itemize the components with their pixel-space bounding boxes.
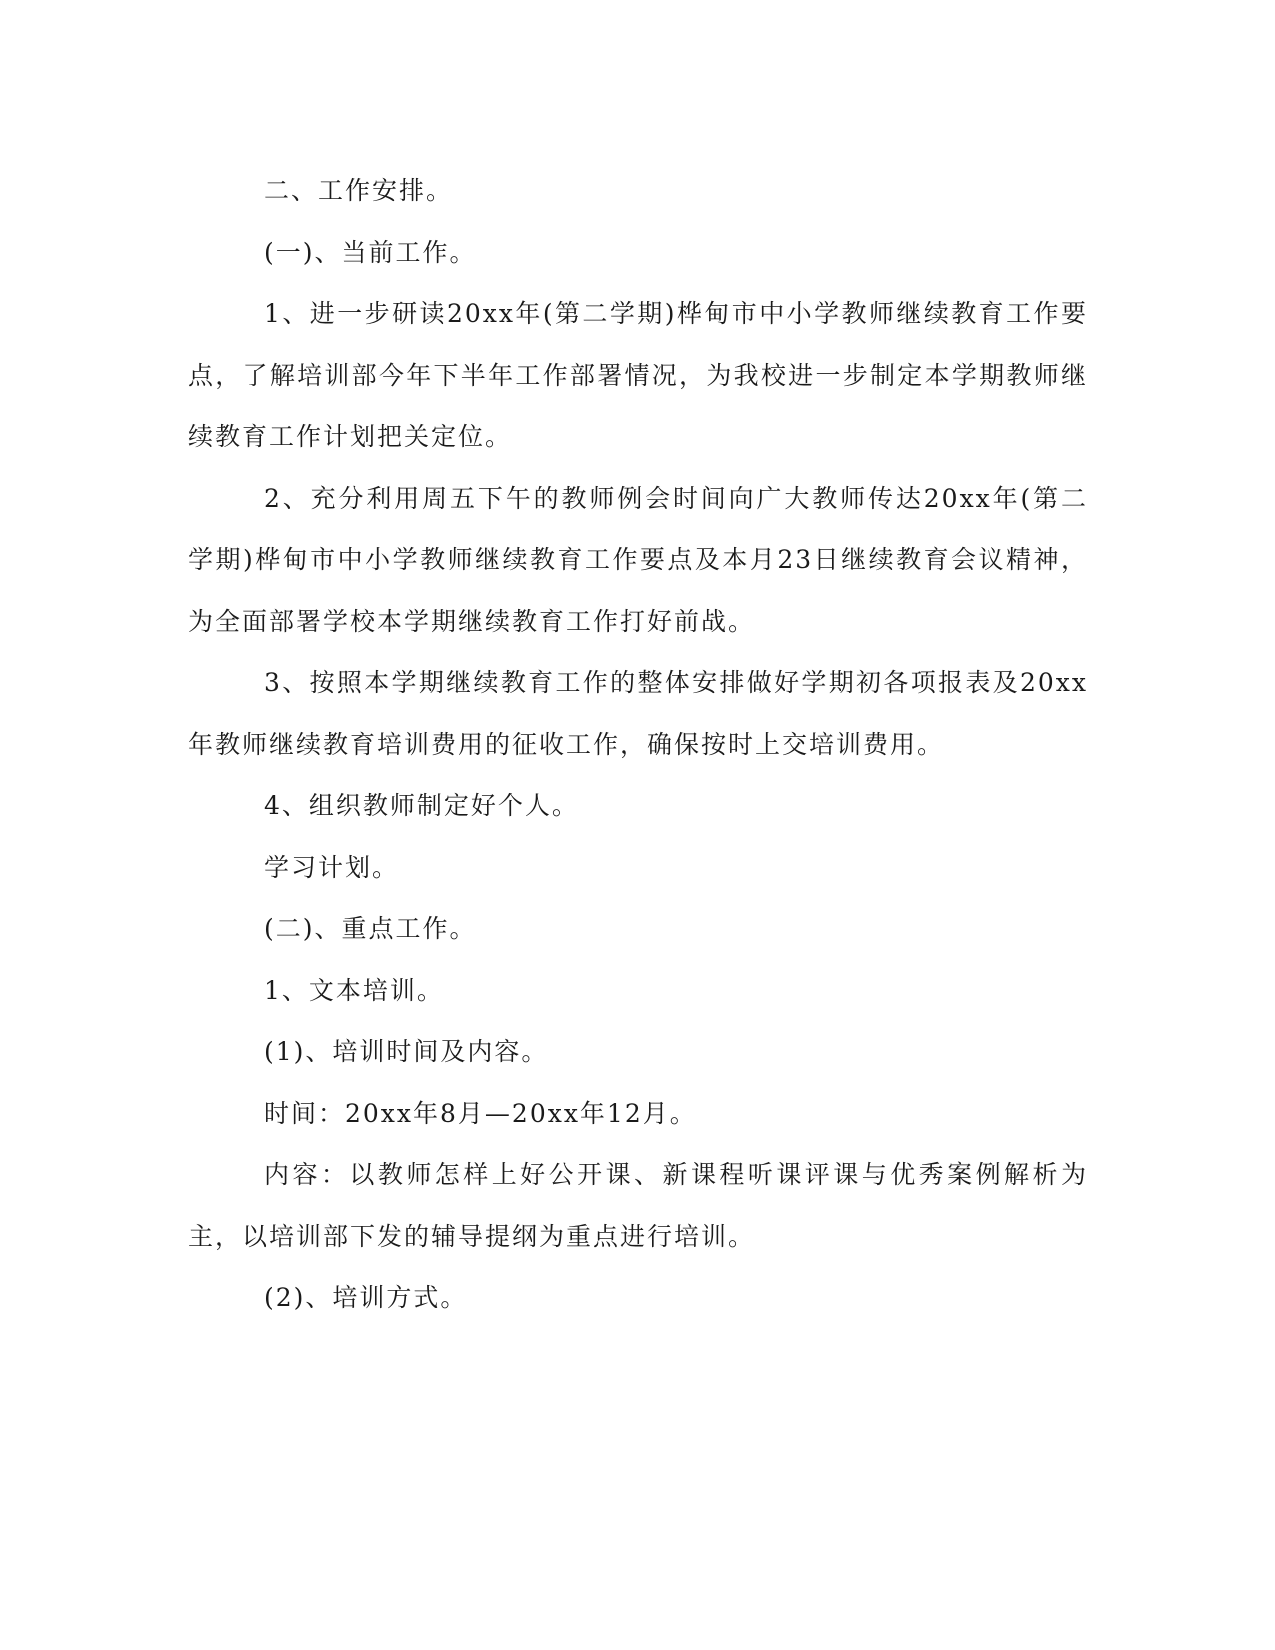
paragraph-item-3: 3、按照本学期继续教育工作的整体安排做好学期初各项报表及20xx年教师继续教育培训费用的征收工作，确保按时上交培训费用。 [188, 668, 1088, 759]
paragraph-item-1: 1、进一步研读20xx年(第二学期)桦甸市中小学教师继续教育工作要点，了解培训部今年下半年工作部署情况，为我校进一步制定本学期教师继续教育工作计划把关定位。 [188, 299, 1088, 451]
paragraph-item-4: 4、组织教师制定好个人。 [264, 791, 579, 820]
section-heading-work-arrangement: 二、工作安排。 [264, 176, 454, 205]
document-body [188, 160, 1088, 1329]
paragraph-text-training: 1、文本培训。 [264, 975, 444, 1005]
paragraph-item-2: 2、充分利用周五下午的教师例会时间向广大教师传达20xx年(第二学期)桦甸市中小学教师继续教育工作要点及本月23日继续教育会议精神，为全面部署学校本学期继续教育工作打好前战。 [188, 483, 1088, 636]
paragraph-study-plan: 学习计划。 [264, 852, 400, 882]
subsection-heading-key-work: (二)、重点工作。 [264, 914, 477, 943]
paragraph-training-time-content: (1)、培训时间及内容。 [264, 1037, 549, 1066]
paragraph-training-method: (2)、培训方式。 [264, 1283, 468, 1312]
subsection-heading-current-work: (一)、当前工作。 [264, 237, 477, 267]
paragraph-time: 时间：20xx年8月—20xx年12月。 [264, 1098, 697, 1128]
paragraph-content: 内容：以教师怎样上好公开课、新课程听课评课与优秀案例解析为主，以培训部下发的辅导提纲为重点进行培训。 [188, 1160, 1088, 1251]
